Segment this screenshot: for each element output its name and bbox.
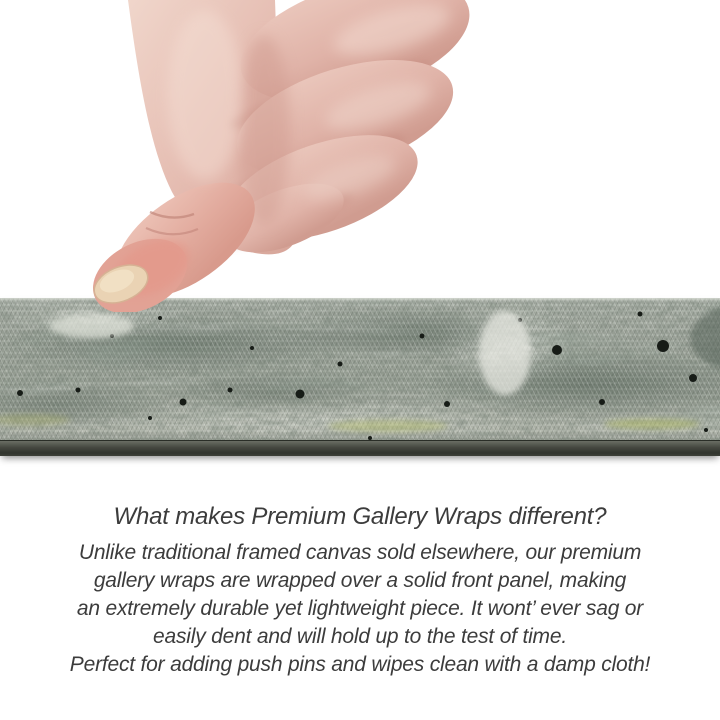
copy-block (0, 502, 720, 679)
hand-photo (0, 0, 720, 312)
canvas-edge-photo (0, 298, 720, 456)
body-line: gallery wraps are wrapped over a solid front panel, making (93, 569, 627, 592)
body-line: Perfect for adding push pins and wipes clean with a damp cloth! (69, 653, 651, 676)
body-line: Unlike traditional framed canvas sold elsewhere, our premium (78, 541, 642, 564)
body-line: easily dent and will hold up to the test of time. (153, 625, 567, 648)
solid-front-panel-edge (0, 440, 720, 456)
heading: What makes Premium Gallery Wraps different? (113, 503, 607, 530)
curled-fingers (213, 0, 483, 266)
body-line: an extremely durable yet lightweight piece. It wont’ ever sag or (76, 597, 644, 620)
canvas-paint-texture (0, 298, 720, 456)
